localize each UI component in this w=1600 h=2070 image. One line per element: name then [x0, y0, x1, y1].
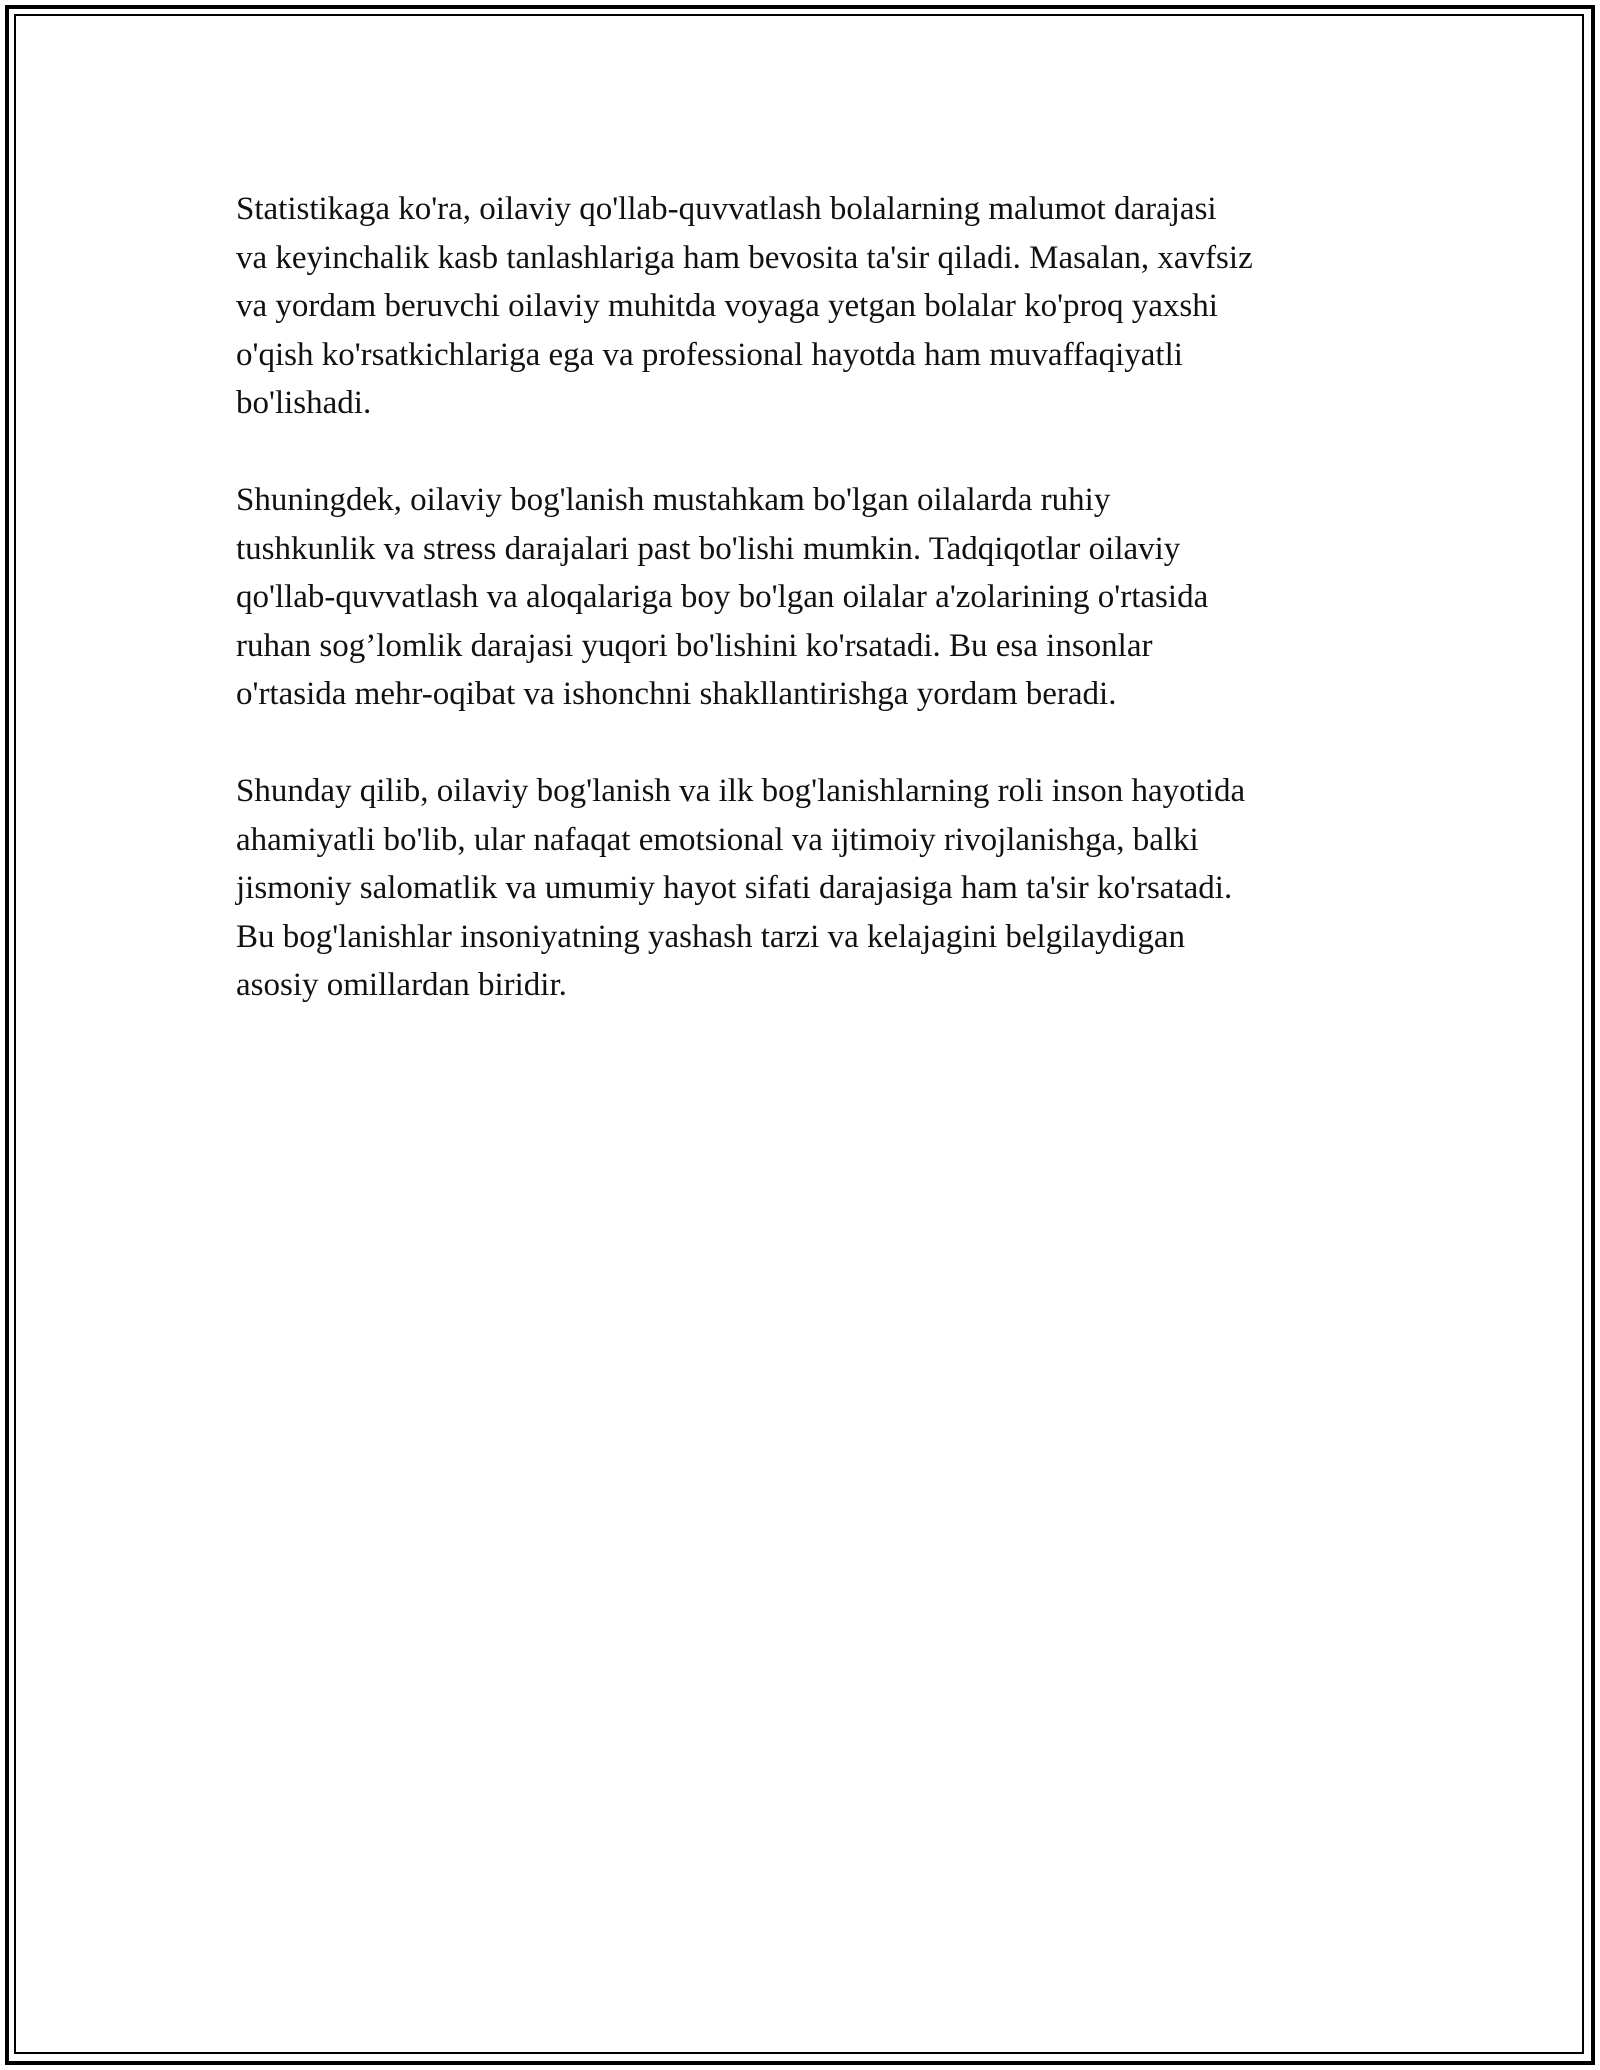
paragraph-3: Shunday qilib, oilaviy bog'lanish va ilk bog'lanishlarning roli inson hayotida ahamiyatli bo'lib, ular nafaqat emotsional va ijtimoiy rivojlanishga, balki jismoniy salomatlik va umumiy hayot sifati darajasiga ham ta'sir ko'rsatadi. Bu bog'lanishlar insoniyatning yashash tarzi va kelajagini belgilaydigan asosiy omillardan biridir.	[236, 773, 1246, 1003]
document-body	[236, 185, 1376, 1058]
paragraph-2: Shuningdek, oilaviy bog'lanish mustahkam bo'lgan oilalarda ruhiy tushkunlik va stress darajalari past bo'lishi mumkin. Tadqiqotlar oilaviy qo'llab-quvvatlash va aloqalariga boy bo'lgan oilalar a'zolarining o'rtasida ruhan sog’lomlik darajasi yuqori bo'lishini ko'rsatadi. Bu esa insonlar o'rtasida mehr-oqibat va ishonchni shakllantirishga yordam beradi.	[236, 482, 1209, 712]
paragraph-1: Statistikaga ko'ra, oilaviy qo'llab-quvvatlash bolalarning malumot darajasi va keyinchalik kasb tanlashlariga ham bevosita ta'sir qiladi. Masalan, xavfsiz va yordam beruvchi oilaviy muhitda voyaga yetgan bolalar ko'proq yaxshi o'qish ko'rsatkichlariga ega va professional hayotda ham muvaffaqiyatli bo'lishadi.	[236, 191, 1253, 421]
